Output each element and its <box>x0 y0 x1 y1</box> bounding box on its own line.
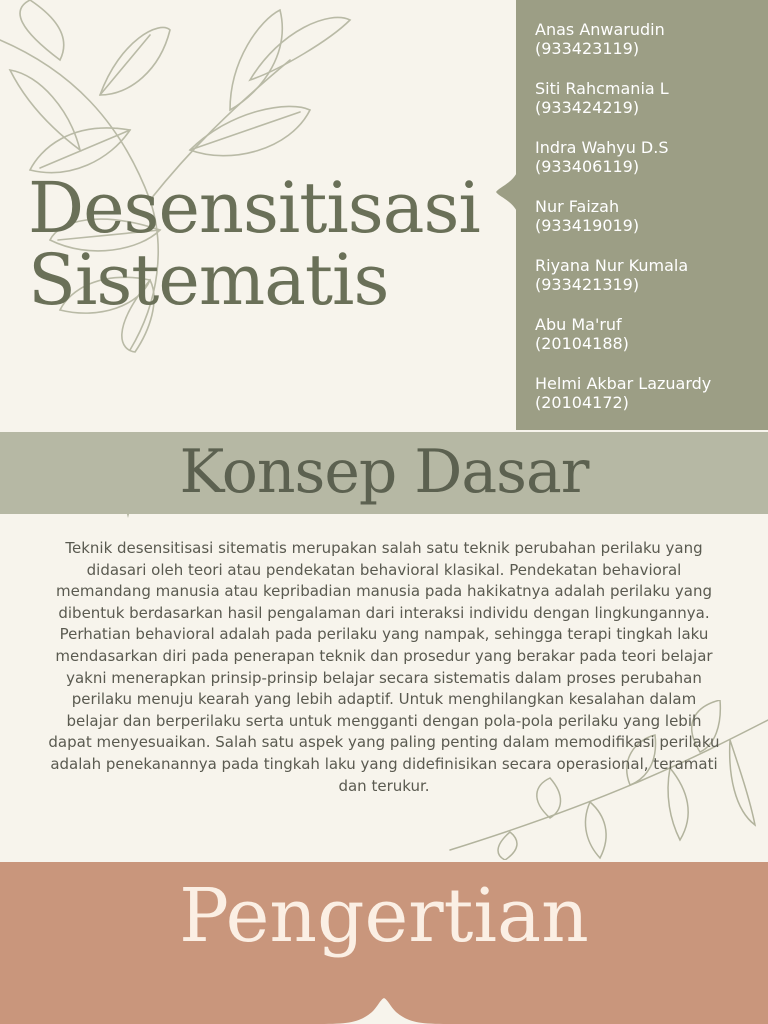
member-name: Siti Rahcmania L <box>535 79 669 98</box>
member-name: Anas Anwarudin <box>535 20 665 39</box>
member-item <box>535 79 768 117</box>
member-item <box>535 374 768 412</box>
member-id: (933421319) <box>535 275 640 294</box>
member-name: Nur Faizah <box>535 197 620 216</box>
member-id: (933424219) <box>535 98 640 117</box>
member-list <box>516 0 768 412</box>
member-item <box>535 20 768 58</box>
member-name: Indra Wahyu D.S <box>535 138 669 157</box>
members-panel <box>516 0 768 430</box>
title-line-1: Desensitisasi <box>28 167 480 249</box>
member-name: Helmi Akbar Lazuardy <box>535 374 712 393</box>
member-item <box>535 138 768 176</box>
member-id: (20104188) <box>535 334 629 353</box>
member-name: Riyana Nur Kumala <box>535 256 689 275</box>
title-line-2: Sistematis <box>28 239 389 321</box>
member-name: Abu Ma'ruf <box>535 315 622 334</box>
pengertian-heading: Pengertian <box>179 873 589 959</box>
page-title <box>28 167 480 321</box>
member-id: (20104172) <box>535 393 629 412</box>
konsep-dasar-heading: Konsep Dasar <box>179 437 589 507</box>
pengertian-band-notch <box>320 998 448 1024</box>
member-id: (933419019) <box>535 216 640 235</box>
member-item <box>535 315 768 353</box>
member-item <box>535 197 768 235</box>
member-item <box>535 256 768 294</box>
konsep-dasar-body: Teknik desensitisasi sitematis merupakan salah satu teknik perubahan perilaku yang didasari oleh teori atau pendekatan behavioral klasikal. Pendekatan behavioral memandang manusia atau kepribadian manusia pada hakikatnya adalah perilaku yang dibentuk berdasarkan hasil pengalaman dari interaksi individu dengan lingkungannya. Perhatian behavioral adalah pada perilaku yang nampak, sehingga terapi tingkah laku mendasarkan diri pada penerapan teknik dan prosedur yang berakar pada teori belajar yakni menerapkan prinsip-prinsip belajar secara sistematis dalam proses perubahan perilaku menuju kearah yang lebih adaptif. Untuk menghilangkan kesalahan dalam belajar dan berperilaku serta untuk mengganti dengan pola-pola perilaku yang lebih dapat menyesuaikan. Salah satu aspek yang paling penting dalam memodifikasi perilaku adalah penekanannya pada tingkah laku yang didefinisikan secara operasional, teramati dan terukur. <box>48 539 720 795</box>
member-id: (933406119) <box>535 157 640 176</box>
member-id: (933423119) <box>535 39 640 58</box>
